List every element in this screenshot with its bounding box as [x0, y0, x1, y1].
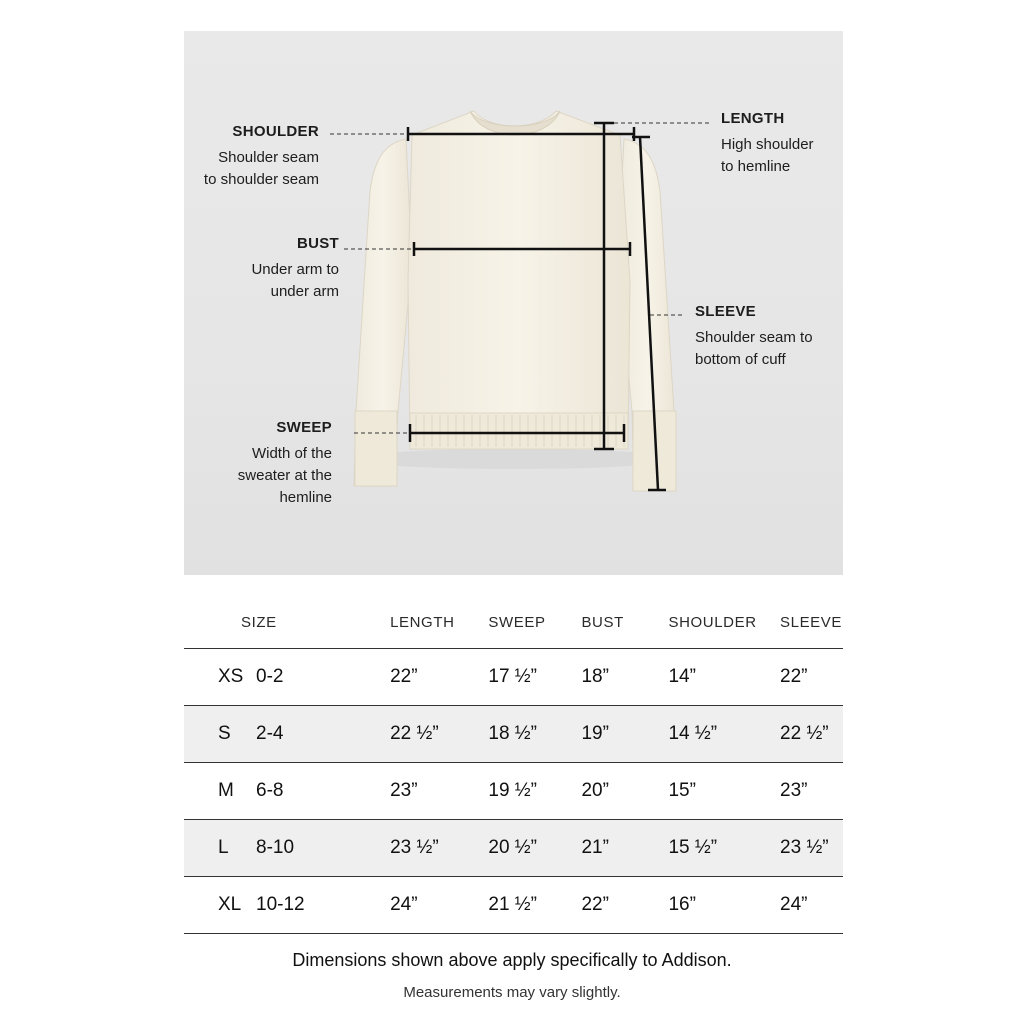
size-chart-table	[184, 596, 843, 934]
shoulder-cell: 15 ½”	[667, 820, 779, 877]
header-length: LENGTH	[389, 596, 487, 649]
table-header-row	[184, 596, 843, 649]
size-cell	[184, 877, 389, 934]
size-range: 8-10	[256, 837, 295, 858]
sleeve-cell: 23”	[779, 763, 843, 820]
size-label: M	[218, 780, 234, 801]
annotation-bust	[184, 233, 339, 303]
table-row	[184, 649, 843, 706]
left-cuff	[355, 411, 397, 486]
size-label: XL	[218, 894, 242, 915]
size-label: L	[218, 837, 229, 858]
sweep-cell: 18 ½”	[487, 706, 580, 763]
size-cell	[184, 649, 389, 706]
length-cell: 22 ½”	[389, 706, 487, 763]
table-row	[184, 763, 843, 820]
footer-note: Dimensions shown above apply specifically to Addison.	[292, 950, 732, 970]
shoulder-desc: Shoulder seam to shoulder seam	[203, 149, 319, 188]
size-cell	[184, 820, 389, 877]
shoulder-cell: 16”	[667, 877, 779, 934]
annotation-length	[721, 108, 841, 178]
annotation-sleeve	[695, 301, 840, 371]
header-shoulder: SHOULDER	[667, 596, 779, 649]
header-bust: BUST	[580, 596, 667, 649]
length-cell: 23”	[389, 763, 487, 820]
size-range: 0-2	[256, 666, 284, 687]
sleeve-desc: Shoulder seam to bottom of cuff	[695, 329, 813, 368]
sweater-body	[408, 111, 630, 447]
sweep-desc: Width of the sweater at the hemline	[237, 445, 332, 506]
size-range: 2-4	[256, 723, 284, 744]
bust-cell: 18”	[580, 649, 667, 706]
size-range: 10-12	[256, 894, 305, 915]
size-label: XS	[218, 666, 244, 687]
size-range: 6-8	[256, 780, 284, 801]
sleeve-cell: 23 ½”	[779, 820, 843, 877]
sleeve-cell: 22”	[779, 649, 843, 706]
shoulder-title: SHOULDER	[232, 123, 319, 140]
header-size: SIZE	[184, 596, 389, 649]
header-sleeve: SLEEVE	[779, 596, 843, 649]
length-cell: 23 ½”	[389, 820, 487, 877]
sweep-title: SWEEP	[276, 419, 332, 436]
sleeve-cell: 24”	[779, 877, 843, 934]
bust-cell: 19”	[580, 706, 667, 763]
table-row	[184, 820, 843, 877]
bust-cell: 22”	[580, 877, 667, 934]
size-cell	[184, 763, 389, 820]
sweater-diagram	[184, 31, 843, 575]
table-row	[184, 877, 843, 934]
footer-disclaimer: Measurements may vary slightly.	[403, 984, 621, 1001]
length-title: LENGTH	[721, 110, 785, 127]
shoulder-cell: 14”	[667, 649, 779, 706]
length-desc: High shoulder to hemline	[721, 136, 814, 175]
sleeve-cell: 22 ½”	[779, 706, 843, 763]
ribbed-hem	[410, 413, 628, 449]
sweep-cell: 21 ½”	[487, 877, 580, 934]
shoulder-cell: 14 ½”	[667, 706, 779, 763]
annotation-sweep	[184, 417, 332, 509]
length-cell: 22”	[389, 649, 487, 706]
bust-title: BUST	[296, 235, 339, 252]
size-cell	[184, 706, 389, 763]
sweep-cell: 20 ½”	[487, 820, 580, 877]
sweep-cell: 17 ½”	[487, 649, 580, 706]
shoulder-cell: 15”	[667, 763, 779, 820]
sweep-cell: 19 ½”	[487, 763, 580, 820]
annotation-shoulder	[184, 121, 319, 191]
bust-cell: 20”	[580, 763, 667, 820]
sleeve-title: SLEEVE	[695, 303, 756, 320]
bust-desc: Under arm to under arm	[251, 261, 339, 300]
length-cell: 24”	[389, 877, 487, 934]
size-label: S	[218, 723, 231, 744]
table-row	[184, 706, 843, 763]
header-sweep: SWEEP	[487, 596, 580, 649]
bust-cell: 21”	[580, 820, 667, 877]
